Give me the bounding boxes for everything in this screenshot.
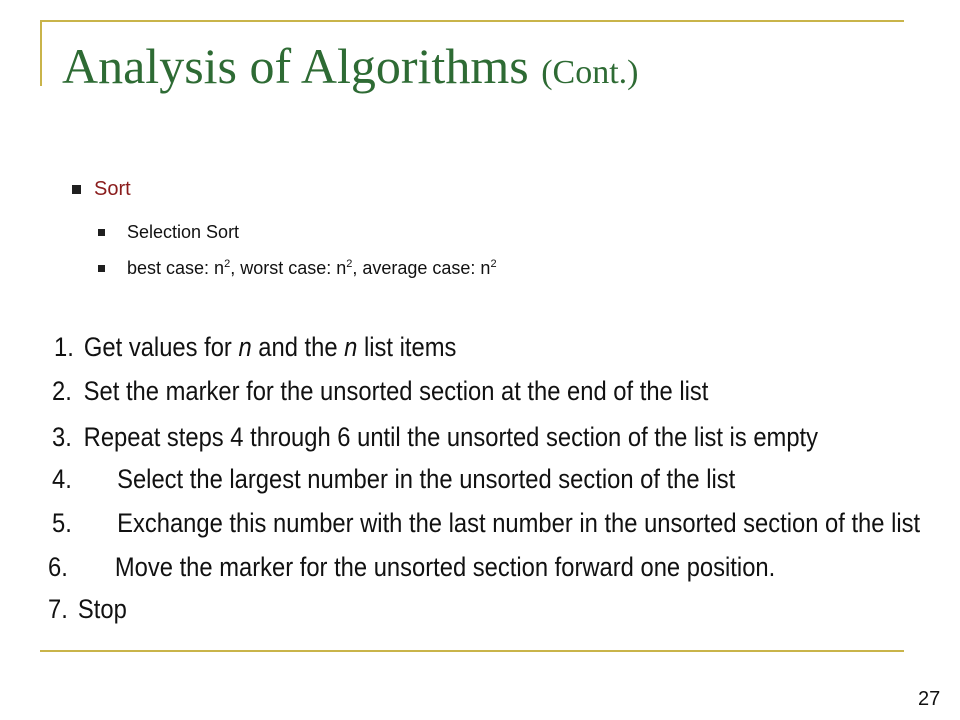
step-text-part: and the xyxy=(251,332,345,362)
step-text: Repeat steps 4 through 6 until the unsorted section of the list is empty xyxy=(83,422,819,452)
step-4 xyxy=(52,464,735,495)
step-3 xyxy=(52,422,818,453)
step-variable: n xyxy=(238,332,252,362)
step-text: Stop xyxy=(77,594,127,624)
step-number: 5. xyxy=(52,508,72,538)
step-text-part: Get values for xyxy=(83,332,239,362)
page-number: 27 xyxy=(918,688,941,710)
step-2 xyxy=(52,376,708,407)
title-main: Analysis of Algorithms xyxy=(62,38,529,94)
step-number: 6. xyxy=(48,552,68,582)
step-text: Move the marker for the unsorted section forward one position. xyxy=(114,552,776,582)
exponent: 2 xyxy=(346,258,353,270)
square-bullet-icon xyxy=(72,185,81,194)
worst-case-label: , worst case: n xyxy=(230,258,347,278)
frame-left-line xyxy=(40,20,42,86)
step-variable: n xyxy=(344,332,358,362)
step-number: 2. xyxy=(52,376,72,406)
bullet-level2-selection xyxy=(98,222,239,243)
bullet-level2-cases xyxy=(98,258,497,279)
exponent: 2 xyxy=(490,258,497,270)
step-7 xyxy=(48,594,127,625)
step-text: Select the largest number in the unsorted section of the list xyxy=(117,464,736,494)
step-text-part: list items xyxy=(357,332,457,362)
step-text: Set the marker for the unsorted section at the end of the list xyxy=(83,376,709,406)
title-suffix: (Cont.) xyxy=(541,54,639,91)
best-case-label: best case: n xyxy=(127,258,225,278)
bullet-selection-sort: Selection Sort xyxy=(127,222,240,242)
step-text xyxy=(84,332,456,363)
step-number: 4. xyxy=(52,464,72,494)
exponent: 2 xyxy=(224,258,231,270)
square-bullet-icon xyxy=(98,229,105,236)
step-text: Exchange this number with the last number in the unsorted section of the list xyxy=(117,508,921,538)
step-6 xyxy=(48,552,775,583)
step-number: 7. xyxy=(48,594,68,624)
step-number: 1. xyxy=(54,332,74,362)
frame-top-line xyxy=(40,20,904,22)
bullet-level1 xyxy=(72,178,131,201)
average-case-label: , average case: n xyxy=(352,258,491,278)
step-number: 3. xyxy=(52,422,72,452)
step-1 xyxy=(54,332,456,363)
bullet-case-complexity xyxy=(127,258,497,279)
slide-title xyxy=(62,36,638,103)
bullet-sort-label: Sort xyxy=(94,178,131,200)
frame-bottom-line xyxy=(40,650,904,652)
step-5 xyxy=(52,508,920,539)
square-bullet-icon xyxy=(98,265,105,272)
